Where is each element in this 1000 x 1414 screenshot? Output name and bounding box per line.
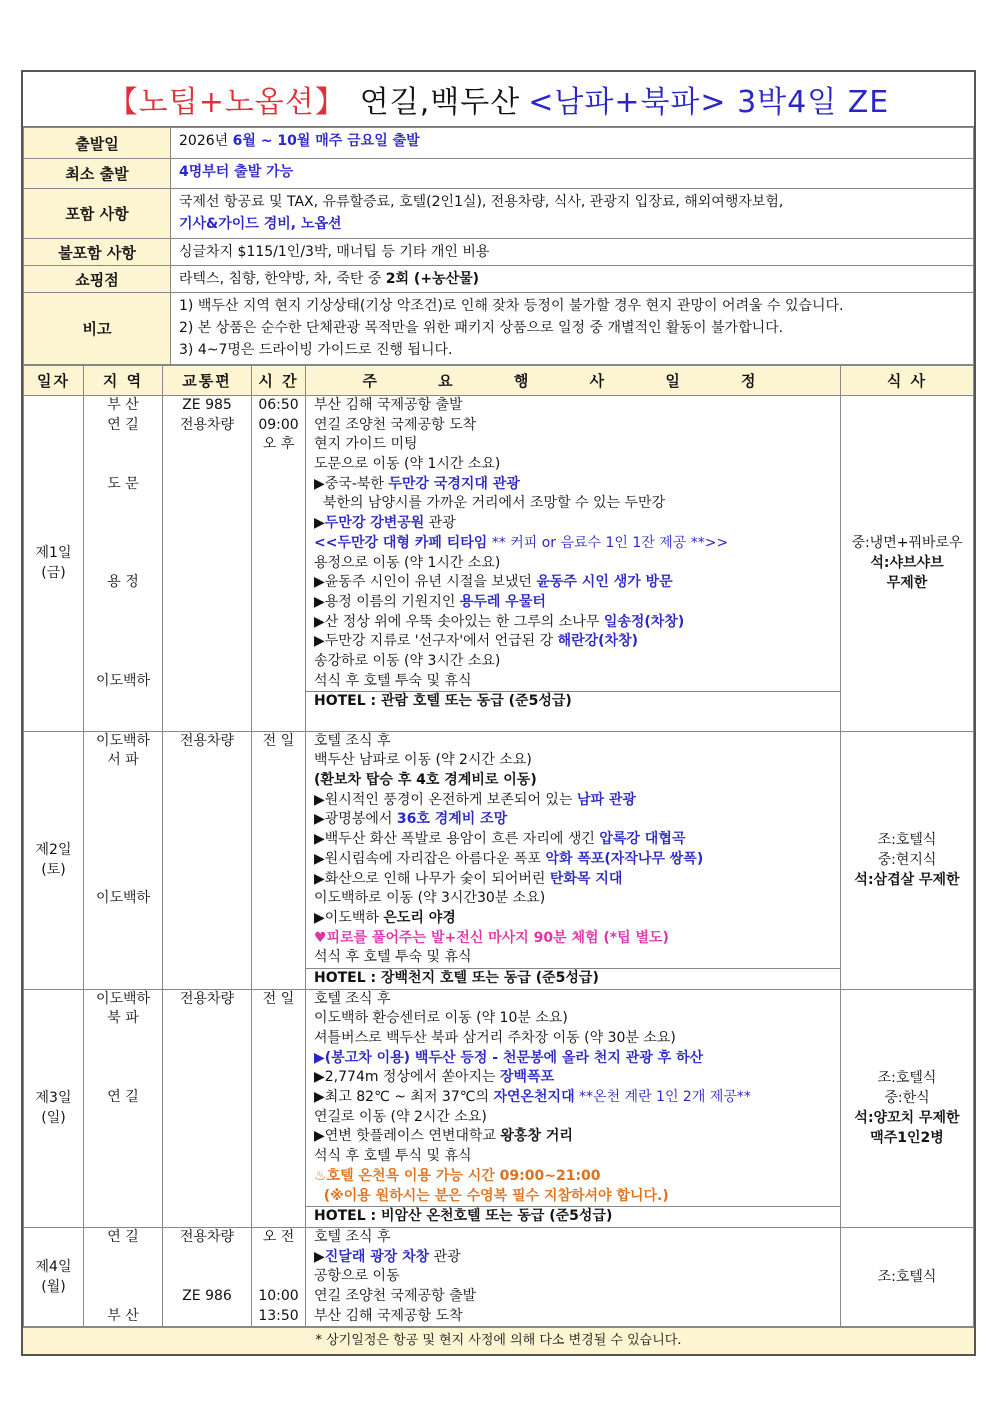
- header-schedule: 주 요 행 사 일 정: [306, 366, 841, 396]
- activity-line: 부산 김해 국제공항 도착: [314, 1307, 463, 1324]
- region-cell: 이도백하 서 파 이도백하: [84, 731, 163, 989]
- activity-line: ▶용정 이름의 기원지인 용두레 우물터: [314, 593, 546, 610]
- info-table: [23, 127, 974, 365]
- header-time: 시 간: [252, 366, 306, 396]
- title-tag: 【노팁+노옵션】: [107, 85, 346, 120]
- activity-line: ▶연변 핫플레이스 연변대학교 왕홍창 거리: [314, 1128, 573, 1145]
- transport-cell: 전용차량 ZE 986: [163, 1227, 252, 1326]
- header-region: 지 역: [84, 366, 163, 396]
- activity-line: ▶광명봉에서 36호 경계비 조망: [314, 811, 508, 828]
- day-row: [24, 1227, 974, 1326]
- activity-line: 도문으로 이동 (약 1시간 소요): [314, 456, 501, 473]
- activity-line: 호텔 조식 후: [314, 1228, 391, 1245]
- schedule-table: [23, 365, 974, 1327]
- title-course: <남파+북파> 3박4일 ZE: [528, 85, 890, 120]
- meal-cell: 조:호텔식 중:한식 석:양꼬치 무제한 맥주1인2병: [841, 989, 974, 1227]
- activity-line: 연길로 이동 (약 2시간 소요): [314, 1108, 487, 1125]
- activity-line: ▶(봉고차 이용) 백두산 등정 - 천문봉에 올라 천지 관광 후 하산: [314, 1049, 704, 1066]
- depart-label: 출발일: [24, 128, 171, 159]
- transport-cell: 전용차량: [163, 989, 252, 1227]
- include-value: 국제선 항공료 및 TAX, 유류할증료, 호텔(2인1실), 전용차량, 식사, 관광지 입장료, 해외여행자보험, 기사&가이드 경비, 노옵션: [171, 189, 974, 239]
- activity-line: 용정으로 이동 (약 1시간 소요): [314, 554, 501, 571]
- activity-line: 공항으로 이동: [314, 1268, 400, 1285]
- activity-line: 연길 조양천 국제공항 출발: [314, 1287, 477, 1304]
- header-transport: 교통편: [163, 366, 252, 396]
- activity-line: ▶두만강 강변공원 관광: [314, 515, 456, 532]
- hotel-line: HOTEL : 관람 호텔 또는 동급 (준5성급): [306, 691, 840, 712]
- time-cell: 06:50 09:00 오 후: [252, 396, 306, 732]
- activity-line: 석식 후 호텔 투숙 및 휴식: [314, 672, 472, 689]
- exclude-value: 싱글차지 $115/1인/3박, 매너팁 등 기타 개인 비용: [171, 239, 974, 266]
- activity-line: <<두만강 대형 카페 티타임 ** 커피 or 음료수 1인 1잔 제공 **>>: [314, 534, 729, 551]
- activity-line: 이도백하 환승센터로 이동 (약 10분 소요): [314, 1010, 568, 1027]
- day-label: 제3일 (일): [24, 989, 84, 1227]
- activity-line: ▶원시림속에 자리잡은 아름다운 폭포 악화 폭포(자작나무 쌍폭): [314, 850, 704, 867]
- activity-line: ▶윤동주 시인이 유년 시절을 보냈던 윤동주 시인 생가 방문: [314, 574, 673, 591]
- activity-line: 석식 후 호텔 투숙 및 휴식: [314, 949, 472, 966]
- activity-line: 현지 가이드 미팅: [314, 436, 418, 453]
- day-row: [24, 731, 974, 989]
- note-label: 비고: [24, 293, 171, 365]
- depart-value: 2026년 6월 ~ 10월 매주 금요일 출발: [171, 128, 974, 159]
- region-cell: 연 길 부 산: [84, 1227, 163, 1326]
- meal-cell: 조:호텔식: [841, 1227, 974, 1326]
- day-label: 제1일 (금): [24, 396, 84, 732]
- hotel-line: HOTEL : 비암산 온천호텔 또는 동급 (준5성급): [306, 1206, 840, 1227]
- hotel-line: HOTEL : 장백천지 호텔 또는 동급 (준5성급): [306, 968, 840, 989]
- include-label: 포함 사항: [24, 189, 171, 239]
- time-cell: 오 전 10:00 13:50: [252, 1227, 306, 1326]
- day-row: [24, 396, 974, 732]
- activity-line: ▶원시적인 풍경이 온전하게 보존되어 있는 남파 관광: [314, 791, 636, 808]
- transport-cell: ZE 985 전용차량: [163, 396, 252, 732]
- activity-line: 호텔 조식 후: [314, 732, 391, 749]
- activity-line: ▶2,774m 정상에서 쏟아지는 장백폭포: [314, 1069, 555, 1086]
- activity-line: 부산 김해 국제공항 출발: [314, 397, 463, 413]
- activity-line: 셔틀버스로 백두산 북파 삼거리 주차장 이동 (약 30분 소요): [314, 1030, 676, 1046]
- activity-cell: [306, 1227, 841, 1326]
- region-cell: 부 산 연 길 도 문 용 정 이도백하: [84, 396, 163, 732]
- min-value: 4명부터 출발 가능: [171, 159, 974, 189]
- exclude-label: 불포함 사항: [24, 239, 171, 266]
- page-title: [23, 72, 974, 127]
- activity-line: 호텔 조식 후: [314, 990, 391, 1007]
- activity-line: (환보차 탑승 후 4호 경계비로 이동): [314, 772, 537, 789]
- transport-cell: 전용차량: [163, 731, 252, 989]
- activity-line: ▶최고 82℃ ~ 최저 37℃의 자연온천지대 **온천 계란 1인 2개 제공**: [314, 1089, 751, 1106]
- itinerary-sheet: [21, 70, 976, 1356]
- day-label: 제4일 (월): [24, 1227, 84, 1326]
- activity-line: ♥피로를 풀어주는 발+전신 마사지 90분 체험 (*팁 별도): [314, 929, 669, 946]
- footer-note: * 상기일정은 항공 및 현지 사정에 의해 다소 변경될 수 있습니다.: [23, 1327, 974, 1354]
- header-meal: 식 사: [841, 366, 974, 396]
- activity-cell: [306, 396, 841, 732]
- activity-line: 송강하로 이동 (약 3시간 소요): [314, 652, 501, 669]
- header-day: 일자: [24, 366, 84, 396]
- activity-line: ▶두만강 지류로 '선구자'에서 언급된 강 해란강(차창): [314, 633, 638, 650]
- activity-line: ♨호텔 온천욕 이용 가능 시간 09:00~21:00: [314, 1167, 601, 1184]
- activity-line: 석식 후 호텔 투식 및 휴식: [314, 1148, 472, 1165]
- activity-line: 연길 조양천 국제공항 도착: [314, 416, 477, 433]
- activity-line: (※이용 원하시는 분은 수영복 필수 지참하셔야 합니다.): [314, 1187, 669, 1204]
- note-value: 1) 백두산 지역 현지 기상상태(기상 악조건)로 인해 잦차 등정이 불가할 경우 현지 관망이 어려울 수 있습니다. 2) 본 상품은 순수한 단체관광 목적만을 위한 패키지 상품으로 일정 중 개별적인 활동이 불가합니다. 3) 4~7명은 드라이빙 가이드로 진행 됩니다.: [171, 293, 974, 365]
- activity-line: ▶중국-북한 두만강 국경지대 관광: [314, 475, 520, 492]
- region-cell: 이도백하 북 파 연 길: [84, 989, 163, 1227]
- activity-line: ▶화산으로 인해 나무가 숯이 되어버린 탄화목 지대: [314, 870, 623, 887]
- shopping-value: 라텍스, 침향, 한약방, 차, 죽탄 중 2회 (+농산물): [171, 266, 974, 293]
- activity-cell: [306, 989, 841, 1227]
- meal-cell: 중:냉면+꿔바로우 석:샤브샤브 무제한: [841, 396, 974, 732]
- meal-cell: 조:호텔식 중:현지식 석:삼겹살 무제한: [841, 731, 974, 989]
- time-cell: 전 일: [252, 989, 306, 1227]
- day-label: 제2일 (토): [24, 731, 84, 989]
- min-label: 최소 출발: [24, 159, 171, 189]
- activity-cell: [306, 731, 841, 989]
- activity-line: 백두산 남파로 이동 (약 2시간 소요): [314, 752, 532, 769]
- activity-line: ▶진달래 광장 차창 관광: [314, 1248, 461, 1265]
- day-row: [24, 989, 974, 1227]
- activity-line: ▶이도백하 은도리 야경: [314, 909, 456, 926]
- time-cell: 전 일: [252, 731, 306, 989]
- shopping-label: 쇼핑점: [24, 266, 171, 293]
- title-destination: 연길,백두산: [359, 85, 521, 120]
- activity-line: ▶산 정상 위에 우뚝 솟아있는 한 그루의 소나무 일송정(차창): [314, 613, 685, 630]
- activity-line: ▶백두산 화산 폭발로 용암이 흐른 자리에 생긴 압록강 대협곡: [314, 831, 686, 848]
- activity-line: 북한의 남양시를 가까운 거리에서 조망할 수 있는 두만강: [314, 495, 666, 512]
- activity-line: 이도백하로 이동 (약 3시간30분 소요): [314, 890, 546, 907]
